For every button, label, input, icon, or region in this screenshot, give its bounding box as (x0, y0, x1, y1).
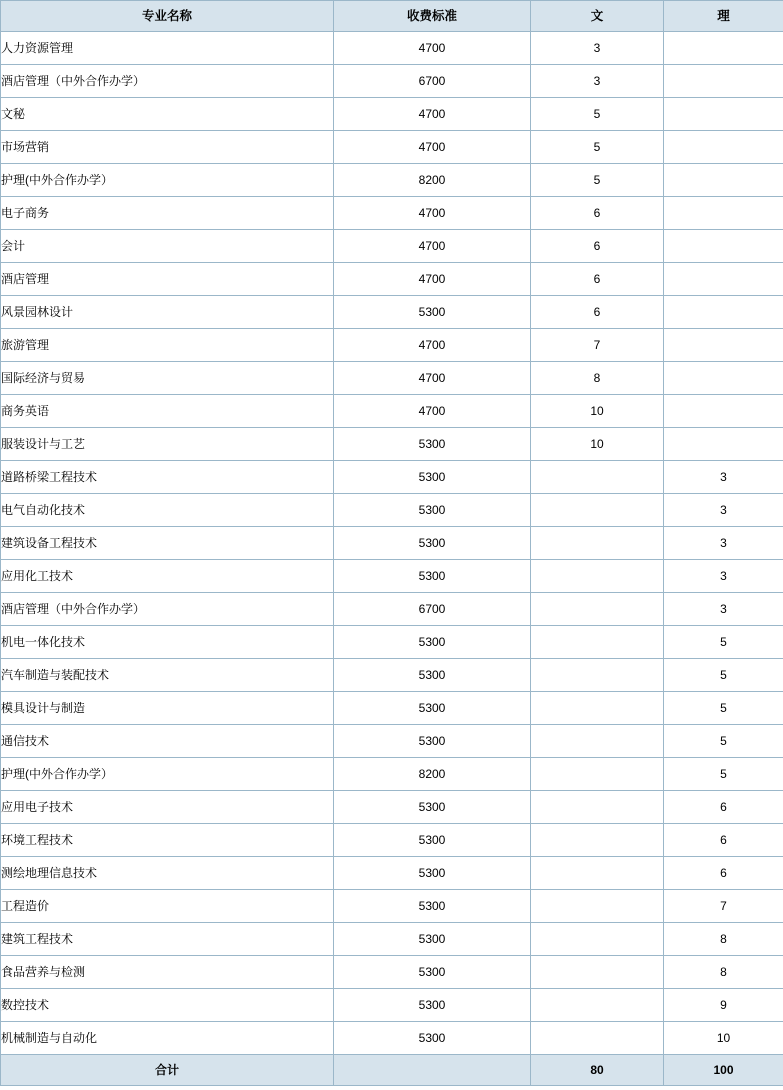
cell-li-count: 3 (664, 461, 783, 494)
table-body (1, 32, 783, 1086)
cell-fee: 5300 (334, 923, 531, 956)
cell-major-name: 食品营养与检测 (1, 956, 334, 989)
cell-fee: 4700 (334, 329, 531, 362)
table-row (1, 527, 783, 560)
cell-li-count (664, 131, 783, 164)
cell-wen-count: 5 (531, 131, 664, 164)
table-row (1, 824, 783, 857)
cell-li-count: 3 (664, 560, 783, 593)
table-row (1, 923, 783, 956)
table-row (1, 296, 783, 329)
table-row (1, 626, 783, 659)
table-row (1, 230, 783, 263)
cell-major-name: 建筑设备工程技术 (1, 527, 334, 560)
cell-li-count (664, 329, 783, 362)
cell-wen-count: 10 (531, 395, 664, 428)
cell-li-count: 6 (664, 824, 783, 857)
table-row (1, 197, 783, 230)
cell-li-count: 3 (664, 494, 783, 527)
column-header-li: 理 (664, 1, 783, 32)
cell-fee: 4700 (334, 362, 531, 395)
cell-wen-count (531, 791, 664, 824)
cell-major-name: 市场营销 (1, 131, 334, 164)
cell-wen-count (531, 758, 664, 791)
table-row (1, 989, 783, 1022)
cell-major-name: 电子商务 (1, 197, 334, 230)
cell-wen-count: 8 (531, 362, 664, 395)
cell-wen-count (531, 692, 664, 725)
cell-major-name: 通信技术 (1, 725, 334, 758)
cell-wen-count (531, 494, 664, 527)
table-row (1, 890, 783, 923)
cell-wen-count: 6 (531, 296, 664, 329)
cell-wen-count (531, 956, 664, 989)
cell-li-count: 5 (664, 659, 783, 692)
cell-li-count (664, 428, 783, 461)
cell-fee: 4700 (334, 197, 531, 230)
table-row (1, 362, 783, 395)
cell-major-name: 汽车制造与装配技术 (1, 659, 334, 692)
table-header (1, 1, 783, 32)
header-row (1, 1, 783, 32)
cell-wen-count (531, 659, 664, 692)
cell-major-name: 工程造价 (1, 890, 334, 923)
cell-li-count: 3 (664, 593, 783, 626)
table-row (1, 98, 783, 131)
cell-major-name: 测绘地理信息技术 (1, 857, 334, 890)
cell-major-name: 建筑工程技术 (1, 923, 334, 956)
cell-fee: 6700 (334, 65, 531, 98)
cell-li-count (664, 197, 783, 230)
cell-fee: 6700 (334, 593, 531, 626)
cell-major-name: 旅游管理 (1, 329, 334, 362)
cell-li-count (664, 395, 783, 428)
cell-fee: 4700 (334, 32, 531, 65)
cell-wen-count (531, 725, 664, 758)
cell-li-count: 9 (664, 989, 783, 1022)
cell-li-count: 8 (664, 956, 783, 989)
cell-li-count: 3 (664, 527, 783, 560)
table-row (1, 956, 783, 989)
cell-major-name: 数控技术 (1, 989, 334, 1022)
total-wen-count: 80 (531, 1055, 664, 1086)
cell-fee: 5300 (334, 857, 531, 890)
cell-li-count (664, 263, 783, 296)
cell-fee: 4700 (334, 263, 531, 296)
cell-wen-count: 3 (531, 65, 664, 98)
cell-wen-count: 5 (531, 164, 664, 197)
cell-wen-count: 5 (531, 98, 664, 131)
cell-major-name: 应用化工技术 (1, 560, 334, 593)
cell-wen-count: 10 (531, 428, 664, 461)
cell-major-name: 护理(中外合作办学） (1, 164, 334, 197)
cell-fee: 8200 (334, 164, 531, 197)
total-li-count: 100 (664, 1055, 783, 1086)
cell-fee: 5300 (334, 494, 531, 527)
cell-wen-count (531, 527, 664, 560)
cell-wen-count (531, 989, 664, 1022)
cell-major-name: 机电一体化技术 (1, 626, 334, 659)
cell-wen-count: 3 (531, 32, 664, 65)
cell-fee: 5300 (334, 626, 531, 659)
cell-fee: 5300 (334, 956, 531, 989)
cell-major-name: 会计 (1, 230, 334, 263)
cell-fee: 5300 (334, 1022, 531, 1055)
table-row (1, 65, 783, 98)
cell-li-count (664, 362, 783, 395)
table-row (1, 131, 783, 164)
table-row (1, 395, 783, 428)
cell-major-name: 文秘 (1, 98, 334, 131)
cell-fee: 4700 (334, 395, 531, 428)
table-row (1, 857, 783, 890)
table-row (1, 560, 783, 593)
cell-fee: 8200 (334, 758, 531, 791)
cell-major-name: 国际经济与贸易 (1, 362, 334, 395)
column-header-wen: 文 (531, 1, 664, 32)
table-row (1, 791, 783, 824)
cell-major-name: 酒店管理 (1, 263, 334, 296)
cell-major-name: 道路桥梁工程技术 (1, 461, 334, 494)
table-row (1, 659, 783, 692)
cell-wen-count: 7 (531, 329, 664, 362)
cell-fee: 5300 (334, 560, 531, 593)
cell-fee: 5300 (334, 791, 531, 824)
cell-wen-count (531, 626, 664, 659)
cell-li-count (664, 296, 783, 329)
cell-li-count: 6 (664, 791, 783, 824)
cell-li-count: 5 (664, 626, 783, 659)
cell-wen-count: 6 (531, 230, 664, 263)
cell-major-name: 模具设计与制造 (1, 692, 334, 725)
cell-major-name: 机械制造与自动化 (1, 1022, 334, 1055)
cell-fee: 5300 (334, 527, 531, 560)
column-header-major-name: 专业名称 (1, 1, 334, 32)
cell-fee: 5300 (334, 989, 531, 1022)
cell-fee: 5300 (334, 428, 531, 461)
cell-major-name: 电气自动化技术 (1, 494, 334, 527)
table-row (1, 593, 783, 626)
cell-fee: 5300 (334, 725, 531, 758)
cell-wen-count (531, 1022, 664, 1055)
table-row (1, 428, 783, 461)
cell-li-count (664, 98, 783, 131)
cell-fee: 5300 (334, 824, 531, 857)
cell-li-count: 5 (664, 725, 783, 758)
cell-major-name: 环境工程技术 (1, 824, 334, 857)
cell-major-name: 商务英语 (1, 395, 334, 428)
cell-wen-count (531, 824, 664, 857)
cell-fee: 5300 (334, 461, 531, 494)
cell-fee: 4700 (334, 131, 531, 164)
cell-wen-count (531, 890, 664, 923)
table-row (1, 32, 783, 65)
cell-major-name: 酒店管理（中外合作办学） (1, 593, 334, 626)
cell-li-count: 8 (664, 923, 783, 956)
cell-li-count (664, 65, 783, 98)
cell-wen-count: 6 (531, 197, 664, 230)
table-row (1, 263, 783, 296)
cell-major-name: 风景园林设计 (1, 296, 334, 329)
cell-major-name: 人力资源管理 (1, 32, 334, 65)
total-label: 合计 (1, 1055, 334, 1086)
table-row (1, 164, 783, 197)
cell-major-name: 服装设计与工艺 (1, 428, 334, 461)
cell-major-name: 酒店管理（中外合作办学） (1, 65, 334, 98)
total-row (1, 1055, 783, 1086)
cell-wen-count: 6 (531, 263, 664, 296)
table-row (1, 692, 783, 725)
cell-fee: 4700 (334, 98, 531, 131)
cell-fee: 5300 (334, 692, 531, 725)
cell-li-count (664, 32, 783, 65)
cell-fee: 4700 (334, 230, 531, 263)
table-row (1, 461, 783, 494)
cell-wen-count (531, 857, 664, 890)
cell-wen-count (531, 923, 664, 956)
table-row (1, 725, 783, 758)
total-fee (334, 1055, 531, 1086)
cell-li-count: 5 (664, 692, 783, 725)
cell-li-count: 10 (664, 1022, 783, 1055)
cell-li-count: 5 (664, 758, 783, 791)
cell-major-name: 应用电子技术 (1, 791, 334, 824)
cell-li-count: 7 (664, 890, 783, 923)
table-row (1, 1022, 783, 1055)
cell-li-count: 6 (664, 857, 783, 890)
cell-fee: 5300 (334, 296, 531, 329)
cell-fee: 5300 (334, 659, 531, 692)
column-header-fee: 收费标准 (334, 1, 531, 32)
cell-li-count (664, 230, 783, 263)
table-row (1, 329, 783, 362)
cell-major-name: 护理(中外合作办学） (1, 758, 334, 791)
cell-fee: 5300 (334, 890, 531, 923)
cell-wen-count (531, 593, 664, 626)
cell-wen-count (531, 461, 664, 494)
cell-li-count (664, 164, 783, 197)
table-row (1, 494, 783, 527)
table-row (1, 758, 783, 791)
cell-wen-count (531, 560, 664, 593)
